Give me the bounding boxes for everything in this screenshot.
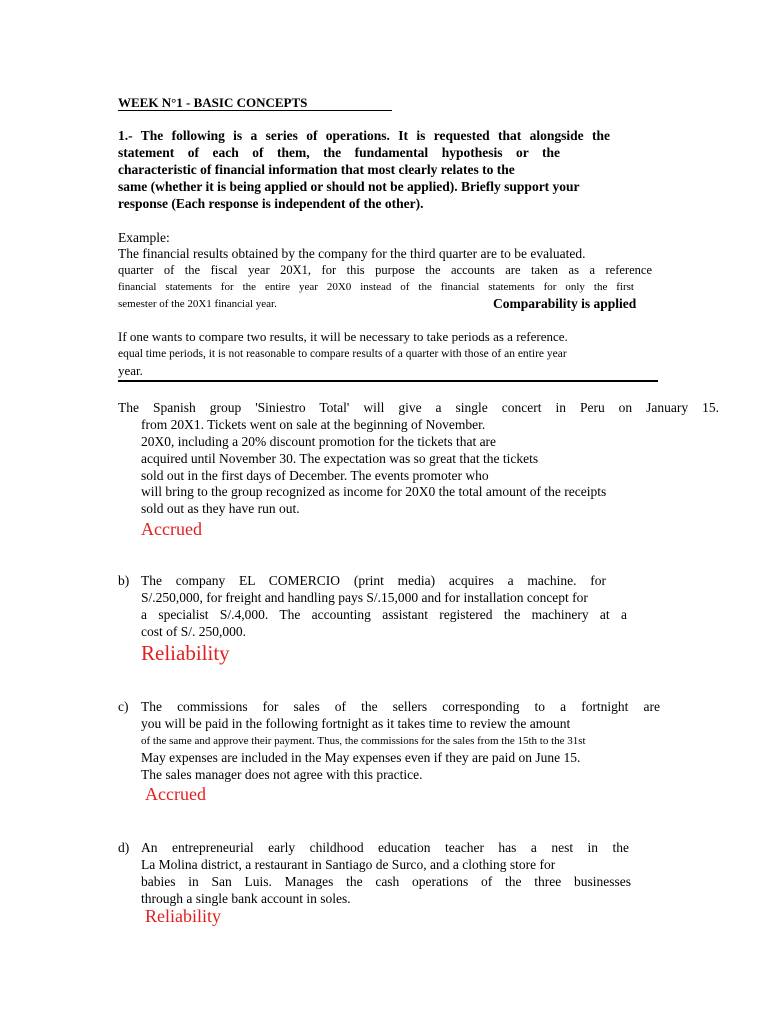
item-line: a specialist S/.4,000. The accounting assistant registered the machinery at a xyxy=(141,607,627,622)
item-line: The sales manager does not agree with this practice. xyxy=(141,767,423,782)
example-explanation-line: If one wants to compare two results, it will be necessary to take periods as a reference. xyxy=(118,329,568,344)
item-line: 20X0, including a 20% discount promotion for the tickets that are xyxy=(141,434,497,449)
item-line: sold out in the first days of December. The events promoter who xyxy=(141,468,489,483)
answer-text: Accrued xyxy=(141,519,202,539)
item-line: acquired until November 30. The expectation was so great that the tickets xyxy=(141,451,539,466)
item-line: The Spanish group 'Siniestro Total' will give a single concert in Peru on January 15. xyxy=(118,400,719,415)
answer-text: Reliability xyxy=(145,906,221,926)
example-line: financial statements for the entire year 20X0 instead of the financial statements for only the first xyxy=(118,281,634,293)
answer-text: Accrued xyxy=(145,784,206,804)
example-explanation-line: equal time periods, it is not reasonable to compare results of a quarter with those of an entire year xyxy=(118,348,567,360)
example-label: Example: xyxy=(118,230,170,245)
item-line: sold out as they have run out. xyxy=(141,501,300,516)
item-line: you will be paid in the following fortnight as it takes time to review the amount xyxy=(141,716,571,731)
item-line: May expenses are included in the May expenses even if they are paid on June 15. xyxy=(141,750,581,765)
example-line: semester of the 20X1 financial year. xyxy=(118,298,277,310)
intro-line: statement of each of them, the fundamental hypothesis or the xyxy=(118,145,560,160)
item-line: through a single bank account in soles. xyxy=(141,891,351,906)
answer-text: Reliability xyxy=(141,641,230,665)
example-line: The financial results obtained by the company for the third quarter are to be evaluated. xyxy=(118,246,586,261)
item-line: cost of S/. 250,000. xyxy=(141,624,247,639)
item-line: from 20X1. Tickets went on sale at the beginning of November. xyxy=(141,417,486,432)
example-answer: Comparability is applied xyxy=(493,296,637,311)
item-line: An entrepreneurial early childhood education teacher has a nest in the xyxy=(141,840,629,855)
page-title: WEEK N°1 - BASIC CONCEPTS xyxy=(118,95,308,110)
intro-line: 1.- The following is a series of operations. It is requested that alongside the xyxy=(118,128,610,143)
intro-line: characteristic of financial information that most clearly relates to the xyxy=(118,162,515,177)
intro-line: response (Each response is independent of the other). xyxy=(118,196,424,211)
item-line: The commissions for sales of the sellers corresponding to a fortnight are xyxy=(141,699,660,714)
item-marker: b) xyxy=(118,573,130,588)
title-underline xyxy=(118,110,392,111)
item-marker: c) xyxy=(118,699,129,714)
item-marker: d) xyxy=(118,840,130,855)
example-explanation-line: year. xyxy=(118,363,143,378)
item-line: of the same and approve their payment. Thus, the commissions for the sales from the 15th to the 31st xyxy=(141,735,586,747)
item-line: The company EL COMERCIO (print media) acquires a machine. for xyxy=(141,573,606,588)
item-line: babies in San Luis. Manages the cash operations of the three businesses xyxy=(141,874,631,889)
section-divider xyxy=(118,380,658,382)
item-line: La Molina district, a restaurant in Santiago de Surco, and a clothing store for xyxy=(141,857,556,872)
item-line: S/.250,000, for freight and handling pays S/.15,000 and for installation concept for xyxy=(141,590,588,605)
intro-line: same (whether it is being applied or should not be applied). Briefly support your xyxy=(118,179,580,194)
example-line: quarter of the fiscal year 20X1, for this purpose the accounts are taken as a reference xyxy=(118,263,652,277)
item-line: will bring to the group recognized as income for 20X0 the total amount of the receipts xyxy=(141,484,607,499)
